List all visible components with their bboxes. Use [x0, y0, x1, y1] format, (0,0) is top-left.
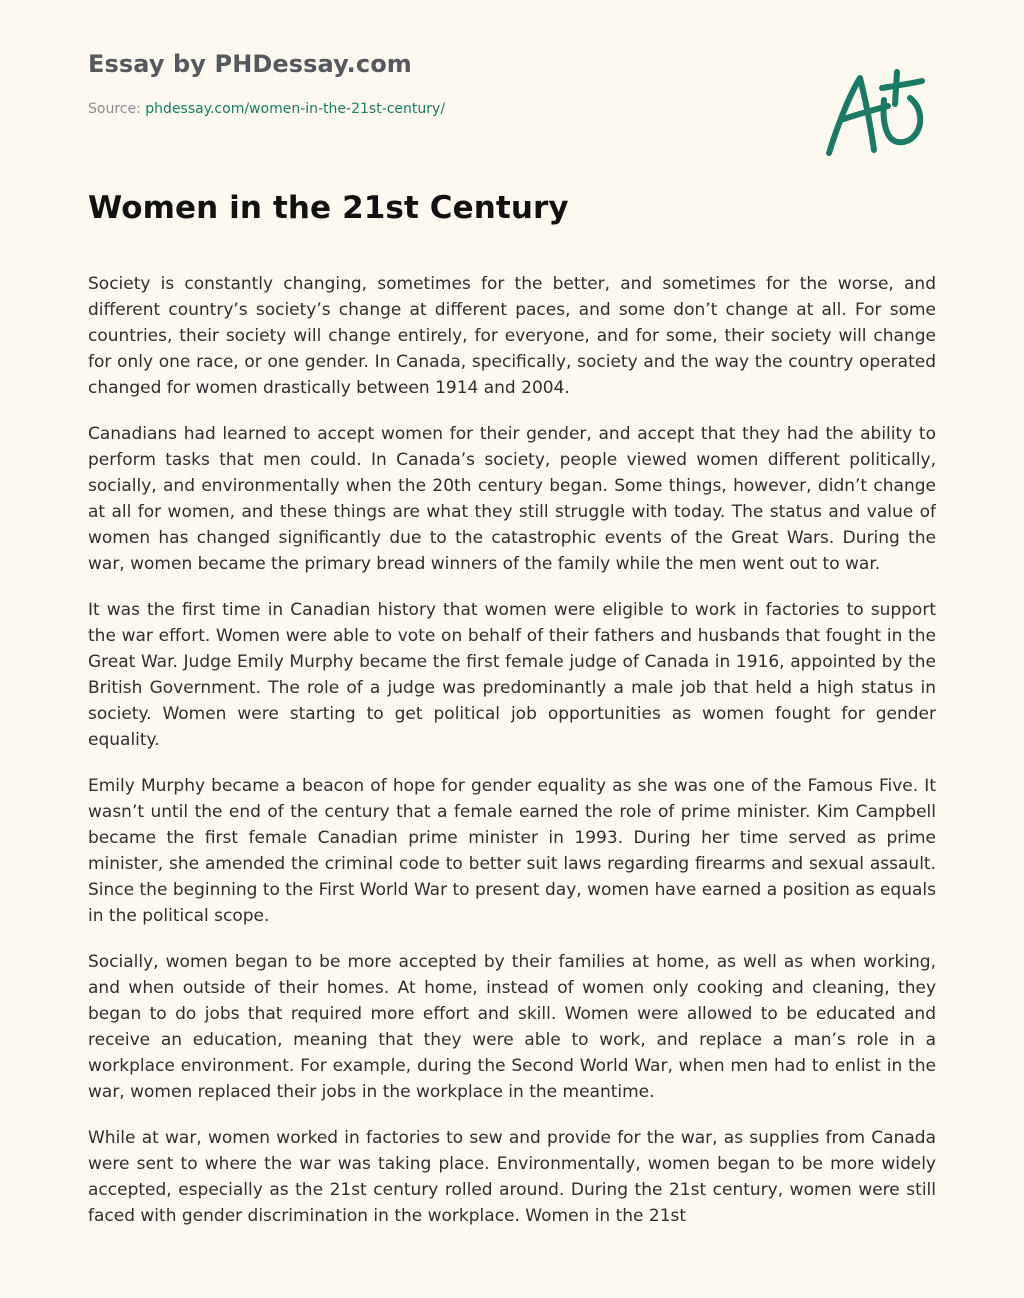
site-brand: Essay by PHDessay.com	[88, 50, 412, 78]
essay-body	[88, 271, 936, 1298]
essay-paragraph: Canadians had learned to accept women for their gender, and accept that they had the ability to perform tasks that men could. In Canada’s society, people viewed women different politically, socially, and environmentally when the 20th century began. Some things, however, didn’t change at all for women, and these things are what they still struggle with today. The status and value of women has changed significantly due to the catastrophic events of the Great Wars. During the war, women became the primary bread winners of the family while the men went out to war.	[88, 424, 936, 574]
essay-paragraph: While at war, women worked in factories to sew and provide for the war, as supplies from Canada were sent to where the war was taking place. Environmentally, women began to be more widely accepted, especially as the 21st century rolled around. During the 21st century, women were still faced with gender discrimination in the workplace. Women in the 21st	[88, 1128, 936, 1226]
essay-paragraph: It was the first time in Canadian history that women were eligible to work in factories to support the war effort. Women were able to vote on behalf of their fathers and husbands that fought in the Great War. Judge Emily Murphy became the first female judge of Canada in 1916, appointed by the British Government. The role of a judge was predominantly a male job that held a high status in society. Women were starting to get political job opportunities as women fought for gender equality.	[88, 600, 936, 750]
essay-paragraph: Socially, women began to be more accepted by their families at home, as well as when working, and when outside of their homes. At home, instead of women only cooking and cleaning, they began to do jobs that required more effort and skill. Women were allowed to be educated and receive an education, meaning that they were able to work, and replace a man’s role in a workplace environment. For example, during the Second World War, when men had to enlist in the war, women replaced their jobs in the workplace in the meantime.	[88, 952, 936, 1102]
source-line	[88, 101, 445, 117]
source-label: Source:	[88, 101, 146, 117]
essay-title: Women in the 21st Century	[88, 190, 569, 226]
source-link[interactable]: phdessay.com/women-in-the-21st-century/	[145, 101, 446, 117]
a-plus-logo-icon	[822, 64, 932, 164]
essay-paragraph: Emily Murphy became a beacon of hope for gender equality as she was one of the Famous Five. It wasn’t until the end of the century that a female earned the role of prime minister. Kim Campbell became the first female Canadian prime minister in 1993. During her time served as prime minister, she amended the criminal code to better suit laws regarding firearms and sexual assault. Since the beginning to the First World War to present day, women have earned a position as equals in the political scope.	[88, 776, 936, 926]
essay-paragraph: Society is constantly changing, sometimes for the better, and sometimes for the worse, and different country’s society’s change at different paces, and some don’t change at all. For some countries, their society will change entirely, for everyone, and for some, their society will change for only one race, or one gender. In Canada, specifically, society and the way the country operated changed for women drastically between 1914 and 2004.	[88, 274, 936, 398]
